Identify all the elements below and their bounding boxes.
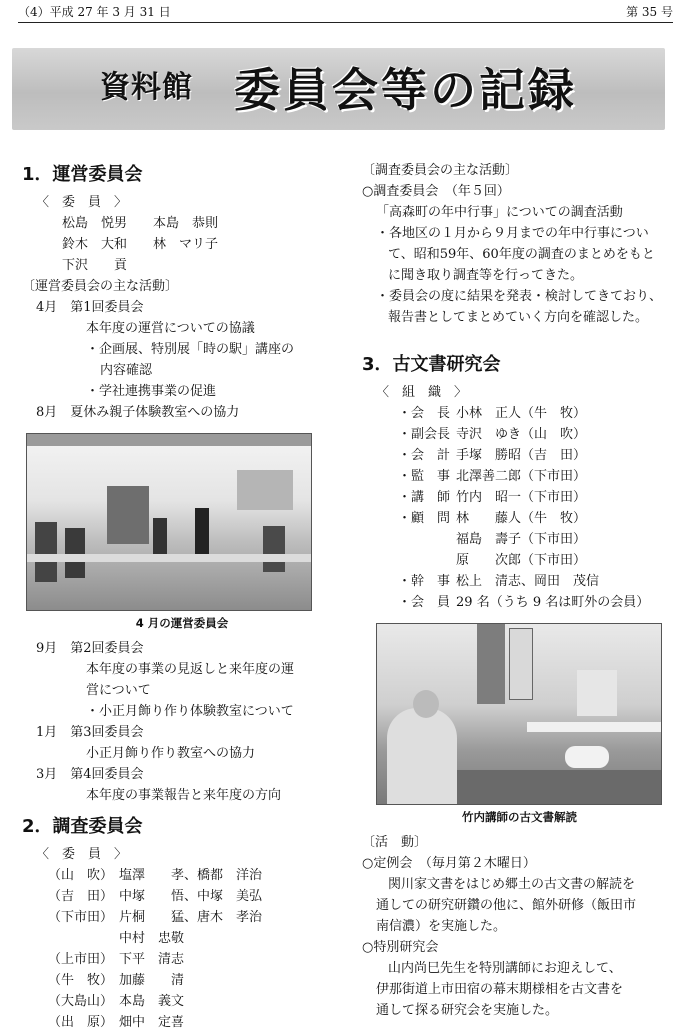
activity-line: 営について [86, 683, 151, 698]
meeting-photo [26, 433, 312, 611]
old-doc-line: 通して探る研究会を実施した。 [376, 1003, 559, 1018]
section-title-old-documents: 3．古文書研究会 [362, 354, 501, 375]
table-row: （大島山） 本島 義文 [48, 994, 185, 1009]
right-column [362, 160, 677, 1021]
table-row: ・会 計 手塚 勝昭（吉 田） [398, 448, 587, 463]
old-doc-activities-label: 〔活 動〕 [362, 835, 428, 850]
table-row: ・顧 問 林 藤人（牛 牧） [398, 511, 587, 526]
survey-line: 報告書としてまとめていく方向を確認した。 [388, 310, 649, 325]
section-title-operating-committee: 1．運営委員会 [22, 164, 143, 185]
activity-line: ・学社連携事業の促進 [86, 384, 217, 399]
section-title-survey-committee: 2．調査委員会 [22, 816, 143, 837]
banner-title: 委員会等の記録 [234, 63, 577, 117]
survey-line: て、昭和59年、60年度の調査のまとめをもと [388, 247, 655, 262]
org-label: 〈 組 織 〉 [376, 385, 468, 400]
left-column [22, 160, 342, 1033]
survey-line: 「高森町の年中行事」についての調査活動 [376, 205, 623, 220]
activity-line: 本年度の運営についての協議 [86, 321, 255, 336]
table-row: 原 次郎（下市田） [456, 553, 587, 568]
table-row: ・会 員 29 名（うち 9 名は町外の会員） [398, 595, 650, 610]
table-row: （吉 田） 中塚 悟、中塚 美弘 [48, 889, 263, 904]
activity-line: ・小正月飾り作り体験教室について [86, 704, 294, 719]
table-row: （山 吹） 塩澤 孝、橋都 洋治 [48, 868, 263, 883]
activity-line: 1月 第3回委員会 [36, 725, 144, 740]
activity-line: 本年度の事業報告と来年度の方向 [86, 788, 282, 803]
activity-line: ・企画展、特別展「時の駅」講座の [86, 342, 295, 357]
member-line: 松島 悦男 本島 恭則 [62, 216, 219, 231]
lecture-photo [376, 623, 662, 805]
activity-line: 4月 第1回委員会 [36, 300, 144, 315]
title-banner [12, 48, 665, 130]
photo-caption: 竹内講師の古文書解読 [462, 810, 577, 824]
old-doc-line: ○特別研究会 [362, 940, 439, 955]
old-doc-line: 南信濃）を実施した。 [376, 919, 507, 934]
org-table [398, 403, 655, 613]
survey-line: ・委員会の度に結果を発表・検討してきており、 [376, 289, 663, 304]
photo-caption: 4 月の運営委員会 [135, 616, 229, 630]
activity-line: 本年度の事業の見返しと来年度の運 [86, 662, 295, 677]
table-row: （出 原） 畑中 定喜 [48, 1015, 185, 1030]
page-header [18, 0, 673, 23]
survey-activities-label: 〔調査委員会の主な活動〕 [362, 163, 519, 178]
old-doc-line: 伊那街道上市田宿の幕末期様相を古文書を [376, 982, 624, 997]
member-line: 鈴木 大和 林 マリ子 [62, 237, 219, 252]
activity-line: 8月 夏休み親子体験教室への協力 [36, 405, 240, 420]
issue-number: 第 35 号 [626, 5, 673, 19]
old-doc-line: ○定例会 （毎月第２木曜日） [362, 856, 536, 871]
activities-label: 〔運営委員会の主な活動〕 [22, 279, 179, 294]
table-row: ・幹 事 松上 清志、岡田 茂信 [398, 574, 600, 589]
issue-date: （4）平成 27 年 3 月 31 日 [18, 5, 171, 19]
table-row: （上市田） 下平 清志 [48, 952, 185, 967]
survey-line: に聞き取り調査等を行ってきた。 [388, 268, 584, 283]
survey-line: ・各地区の１月から９月までの年中行事につい [376, 226, 649, 241]
table-row: ・会 長 小林 正人（牛 牧） [398, 406, 587, 421]
table-row: ・副会長 寺沢 ゆき（山 吹） [398, 427, 587, 442]
table-row: 福島 壽子（下市田） [456, 532, 587, 547]
table-row: ・講 師 竹内 昭一（下市田） [398, 490, 587, 505]
old-doc-line: 関川家文書をはじめ郷土の古文書の解読を [388, 877, 636, 892]
survey-line: ○調査委員会 （年５回） [362, 184, 510, 199]
members-label: 〈 委 員 〉 [36, 847, 128, 862]
old-doc-line: 山内尚巳先生を特別講師にお迎えして、 [388, 961, 622, 976]
survey-member-table [48, 865, 268, 1033]
table-row: 中村 忠敬 [119, 931, 185, 946]
activity-line: 小正月飾り作り教室への協力 [86, 746, 256, 761]
table-row: ・監 事 北澤善二郎（下市田） [398, 469, 587, 484]
banner-subtitle: 資料館 [100, 70, 193, 105]
old-doc-line: 通しての研究研鑽の他に、館外研修（飯田市 [376, 898, 637, 913]
activity-line: 内容確認 [100, 363, 153, 378]
table-row: （下市田） 片桐 猛、唐木 孝治 [48, 910, 263, 925]
members-label: 〈 委 員 〉 [36, 195, 128, 210]
activity-line: 9月 第2回委員会 [36, 641, 144, 656]
table-row: （牛 牧） 加藤 清 [48, 973, 185, 988]
activity-line: 3月 第4回委員会 [36, 767, 144, 782]
member-line: 下沢 貢 [62, 258, 128, 273]
